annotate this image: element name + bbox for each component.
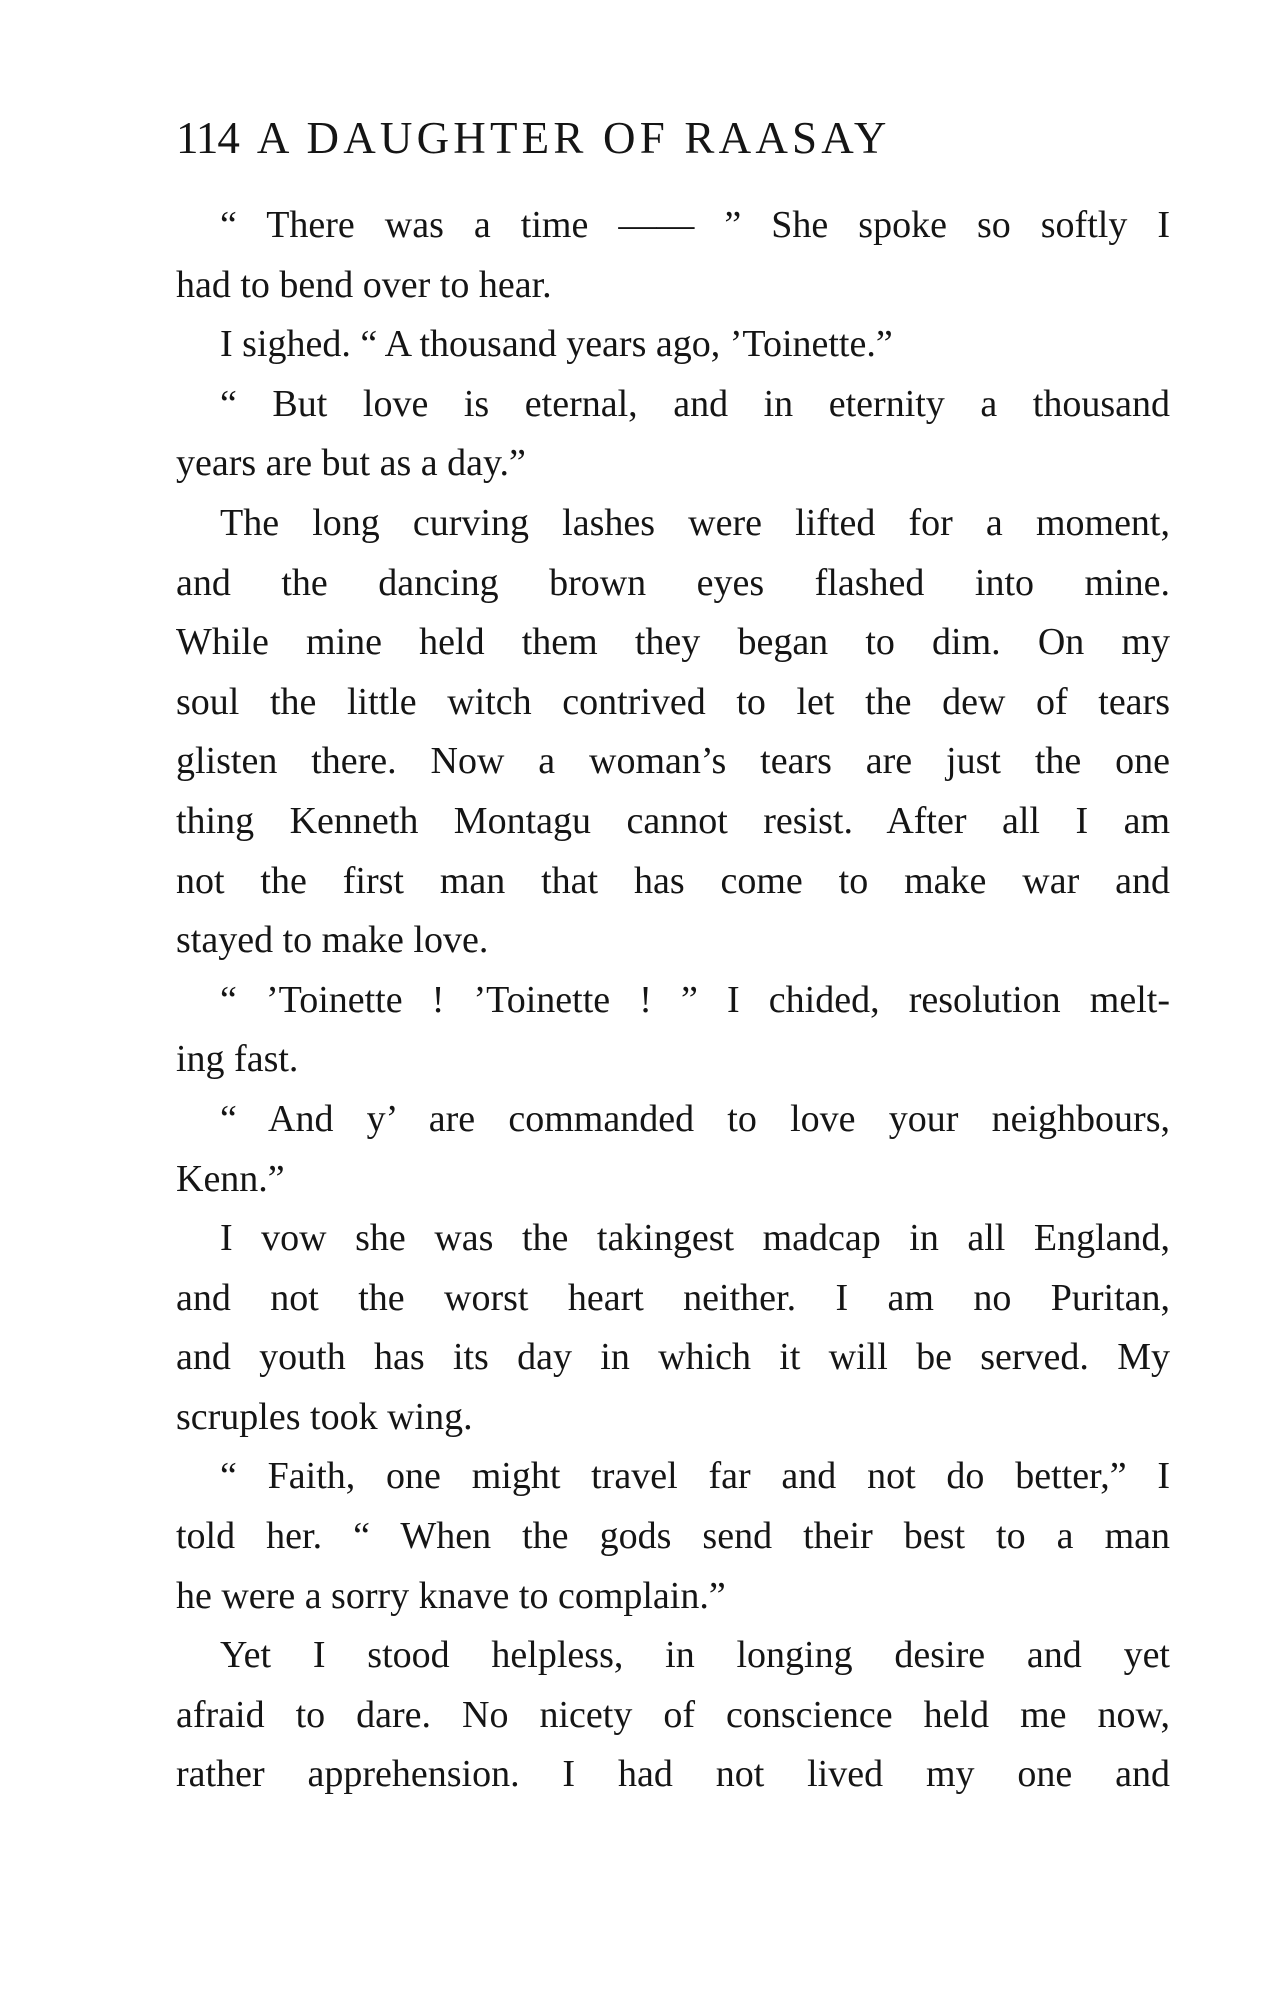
paragraph [176,375,1170,494]
body-text [176,196,1170,1805]
text-line: and the dancing brown eyes flashed into mine. [176,561,1170,604]
paragraph [176,1447,1170,1626]
paragraph [176,315,1170,375]
text-line: afraid to dare. No nicety of conscience held me now, [176,1693,1170,1736]
paragraph [176,196,1170,315]
text-line: While mine held them they began to dim. On my [176,621,1170,664]
text-line: had to bend over to hear. [176,263,552,306]
text-line: told her. “ When the gods send their best to a man [176,1515,1170,1558]
text-line: he were a sorry knave to complain.” [176,1574,726,1617]
paragraph [176,494,1170,971]
paragraph [176,1090,1170,1209]
paragraph [176,1626,1170,1805]
text-line: and not the worst heart neither. I am no Puritan, [176,1276,1170,1319]
text-line: stayed to make love. [176,919,489,962]
text-line: Yet I stood helpless, in longing desire and yet [220,1634,1170,1677]
text-line: The long curving lashes were lifted for a moment, [220,501,1170,544]
running-head [176,108,1171,168]
paragraph [176,971,1170,1090]
text-line: “ And y’ are commanded to love your neighbours, [220,1097,1170,1140]
text-line: glisten there. Now a woman’s tears are just the one [176,740,1170,783]
text-line: rather apprehension. I had not lived my one and [176,1753,1170,1796]
text-line: “ Faith, one might travel far and not do better,” I [220,1455,1170,1498]
text-line: years are but as a day.” [176,442,526,485]
paragraph [176,1209,1170,1447]
running-title: A DAUGHTER OF RAASAY [256,113,891,163]
text-line: I vow she was the takingest madcap in all England, [220,1217,1170,1260]
text-line: ing fast. [176,1038,299,1081]
text-line: Kenn.” [176,1157,285,1200]
text-line: “ ’Toinette ! ’Toinette ! ” I chided, resolution melt- [220,978,1170,1021]
text-line: and youth has its day in which it will be served. My [176,1336,1170,1379]
page-number: 114 [176,113,239,163]
text-line: soul the little witch contrived to let the dew of tears [176,680,1170,723]
text-line: scruples took wing. [176,1395,473,1438]
text-line: “ But love is eternal, and in eternity a thousand [220,382,1170,425]
text-line: I sighed. “ A thousand years ago, ’Toinette.” [220,323,893,366]
text-line: not the first man that has come to make war and [176,859,1170,902]
text-line: “ There was a time —— ” She spoke so softly I [220,204,1170,246]
text-line: thing Kenneth Montagu cannot resist. After all I am [176,799,1170,842]
